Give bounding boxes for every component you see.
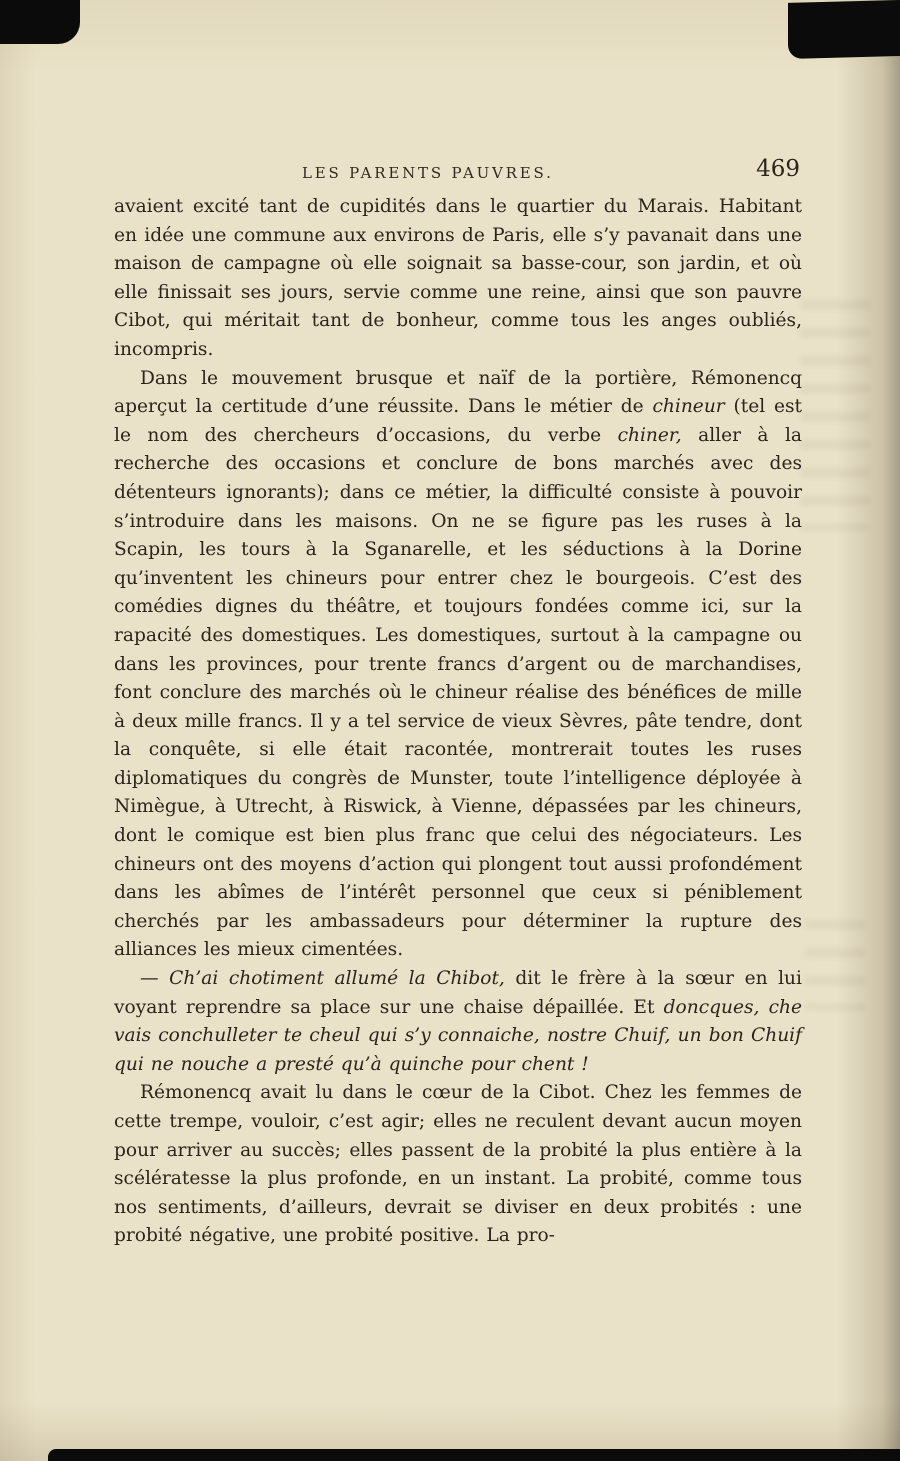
page-number: 469 — [756, 156, 800, 182]
paragraph — [114, 193, 802, 365]
scan-artifact-top-left — [0, 0, 80, 44]
text-segment: dit le frère à la sœur en lui voyant reprendre sa place sur une chaise dépaillée. Et — [114, 968, 802, 1018]
text-block — [114, 193, 802, 1251]
text-segment: (tel est le nom des chercheurs d’occasions, du verbe — [114, 396, 802, 446]
running-title: LES PARENTS PAUVRES. — [301, 164, 554, 182]
italic-segment: chiner, — [617, 424, 682, 446]
italic-segment: doncques, che vais conchulleter te cheul qui s’y connaiche, nostre Chuif, un bon Chuif qui ne nouche a presté qu’à quinche pour chent ! — [114, 996, 802, 1075]
text-segment: avaient excité tant de cupidités dans le quartier du Marais. Habitant en idée une commune aux environs de Paris, elle s’y pavanait dans une maison de campagne où elle soignait sa basse-cour, son jardin, et où elle finissait ses jours, servie comme une reine, ainsi que son pauvre Cibot, qui méritait tant de bonheur, comme tous les anges oubliés, incompris. — [114, 196, 802, 360]
paragraph — [114, 1079, 802, 1251]
text-segment: Rémonencq avait lu dans le cœur de la Cibot. Chez les femmes de cette trempe, vouloir, c’est agir; elles ne reculent devant aucun moyen pour arriver au succès; elles passent de la probité la plus entière à la scélératesse la plus profonde, en un instant. La probité, comme tous nos sentiments, d’ailleurs, devrait se diviser en deux probités : une probité négative, une probité positive. La pro- — [114, 1082, 802, 1247]
scan-artifact-top-right — [788, 0, 900, 59]
page-header — [114, 156, 802, 190]
text-segment: Dans le mouvement brusque et naïf de la portière, Rémonencq aperçut la certitude d’une réussite. Dans le métier de — [114, 367, 802, 418]
show-through-smudge — [800, 300, 870, 530]
show-through-smudge — [805, 920, 865, 1010]
scan-artifact-bottom — [48, 1449, 900, 1461]
italic-segment: — Ch’ai chotiment allumé la Chibot, — [140, 968, 516, 990]
paragraph — [114, 965, 802, 1079]
paragraph — [114, 365, 802, 965]
italic-segment: chineur — [652, 396, 725, 418]
text-segment: aller à la recherche des occasions et conclure de bons marchés avec des détenteurs ignorants); dans ce métier, la difficulté consiste à pouvoir s’introduire dans les maisons. On ne se figure pas les ruses à la Scapin, les tours à la Sganarelle, et les séductions à la Dorine qu’inventent les chineurs pour entrer chez le bourgeois. C’est des comédies dignes du théâtre, et toujours fondées comme ici, sur la rapacité des domestiques. Les domestiques, surtout à la campagne ou dans les provinces, pour trente francs d’argent ou de marchandises, font conclure des marchés où le chineur réalise des bénéfices de mille à deux mille francs. Il y a tel service de vieux Sèvres, pâte tendre, dont la conquête, si elle était racontée, montrerait toutes les ruses diplomatiques du congrès de Munster, toute l’intelligence déployée à Nimègue, à Utrecht, à Riswick, à Vienne, dépassées par les chineurs, dont le comique est bien plus franc que celui des négociateurs. Les chineurs ont des moyens d’action qui plongent tout aussi profondément dans les abîmes de l’intérêt personnel que ceux si péniblement cherchés par les ambassadeurs pour déterminer la rupture des alliances les mieux cimentées. — [114, 424, 802, 961]
